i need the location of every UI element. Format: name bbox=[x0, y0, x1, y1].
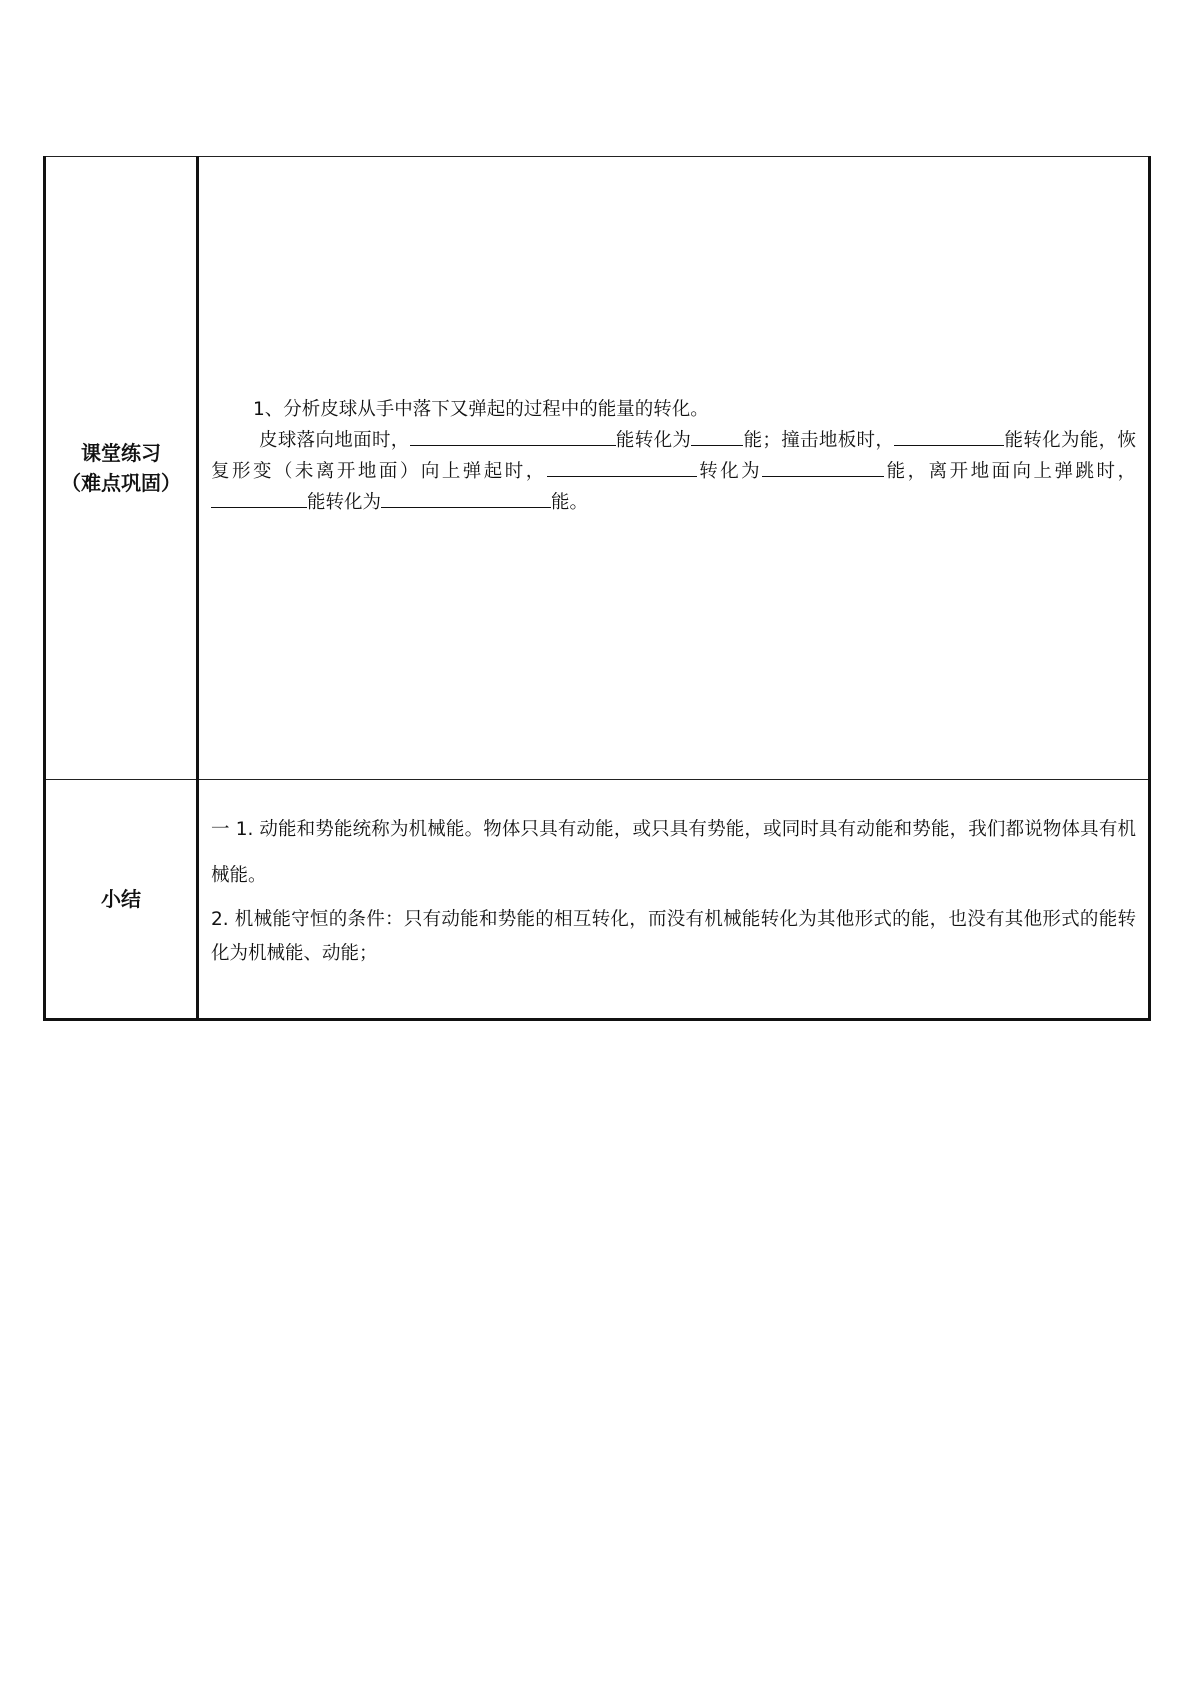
practice-label-line2: （难点巩固） bbox=[61, 471, 181, 495]
summary-content-cell bbox=[198, 780, 1150, 1020]
practice-content bbox=[199, 394, 1148, 518]
answer-blank-6[interactable] bbox=[211, 487, 307, 508]
summary-item-2: 2. 机械能守恒的条件：只有动能和势能的相互转化，而没有机械能转化为其他形式的能，也没有其他形式的能转化为机械能、动能； bbox=[211, 909, 1136, 964]
answer-blank-7[interactable] bbox=[381, 487, 551, 508]
practice-label-cell bbox=[45, 157, 198, 780]
summary-content bbox=[199, 807, 1148, 971]
body-text-6: 能，离开地面向上弹跳时， bbox=[884, 461, 1136, 482]
practice-content-cell bbox=[198, 157, 1150, 780]
answer-blank-3[interactable] bbox=[894, 425, 1004, 446]
body-text-4: 能转化为能，恢复形变（未离开地面）向上弹起时， bbox=[211, 430, 1136, 482]
summary-label-cell bbox=[45, 780, 198, 1020]
body-text-1: 皮球落向地面时， bbox=[259, 430, 410, 451]
answer-blank-1[interactable] bbox=[410, 425, 616, 446]
question-title: 1、分析皮球从手中落下又弹起的过程中的能量的转化。 bbox=[253, 399, 709, 420]
practice-row bbox=[45, 157, 1150, 780]
answer-blank-4[interactable] bbox=[547, 456, 697, 477]
answer-blank-2[interactable] bbox=[691, 425, 743, 446]
summary-row bbox=[45, 780, 1150, 1020]
body-text-3: 能；撞击地板时， bbox=[743, 430, 895, 451]
body-text-7: 能转化为 bbox=[307, 492, 382, 513]
question-body bbox=[211, 425, 1136, 518]
answer-blank-5[interactable] bbox=[762, 456, 884, 477]
summary-label: 小结 bbox=[101, 887, 141, 911]
body-text-8: 能。 bbox=[551, 492, 589, 513]
body-text-2: 能转化为 bbox=[615, 430, 692, 451]
worksheet-table bbox=[43, 156, 1151, 1021]
body-text-5: 转化为 bbox=[696, 461, 763, 482]
summary-item-1: 一 1. 动能和势能统称为机械能。物体只具有动能，或只具有势能，或同时具有动能和势能，我们都说物体具有机械能。 bbox=[211, 819, 1136, 886]
practice-label-line1: 课堂练习 bbox=[81, 441, 161, 465]
